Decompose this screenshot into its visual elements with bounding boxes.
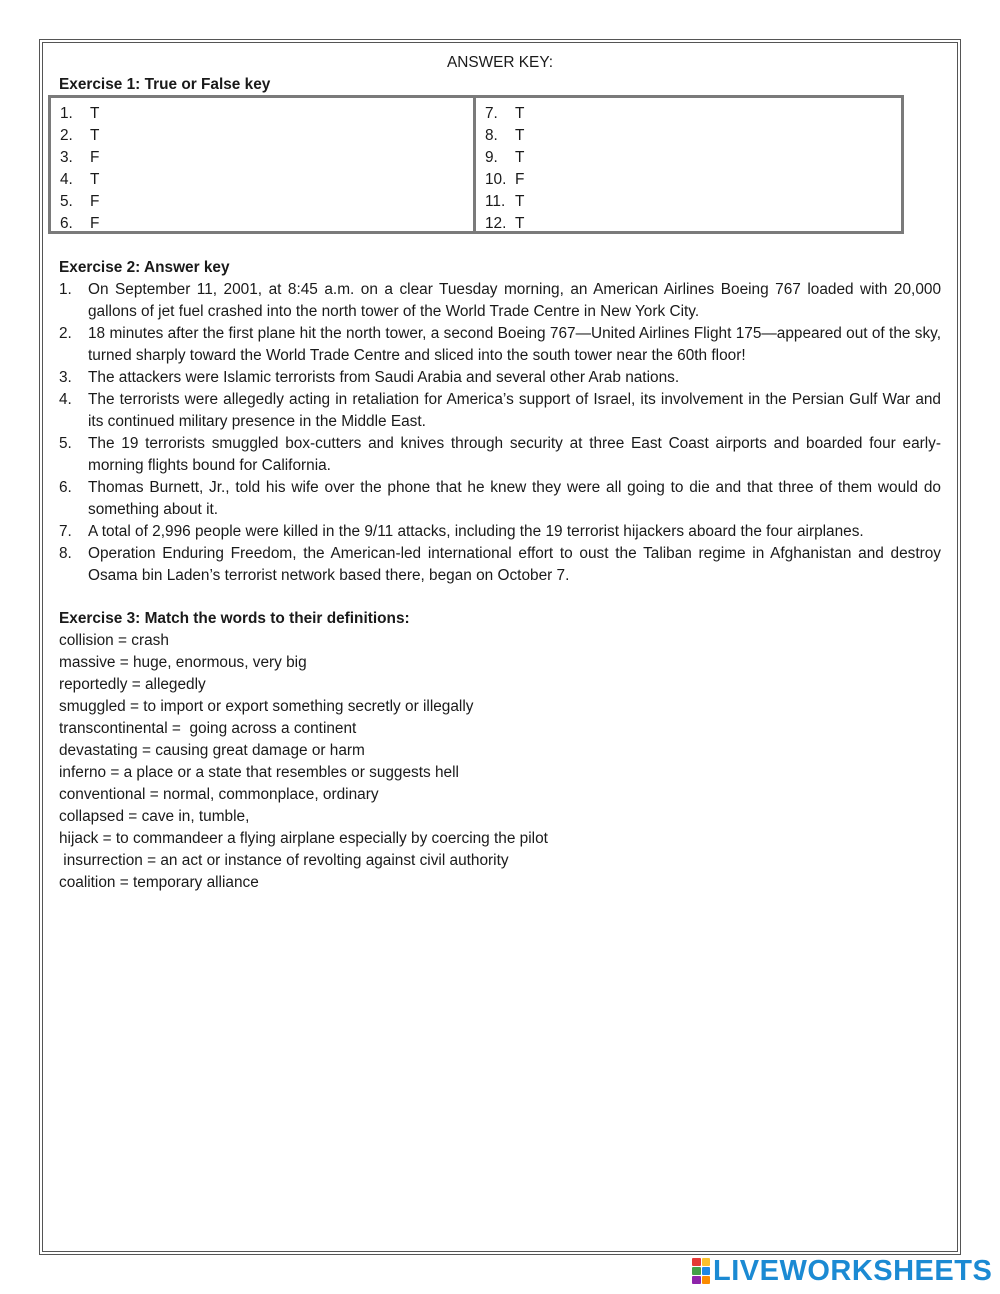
tf-number: 6. <box>60 215 73 232</box>
item-number: 3. <box>59 369 72 386</box>
logo-square <box>702 1276 711 1284</box>
tf-answer-row <box>485 103 901 125</box>
tf-column-right <box>476 98 901 231</box>
tf-number: 9. <box>485 149 498 166</box>
logo-square <box>692 1258 701 1266</box>
item-number: 5. <box>59 435 72 452</box>
tf-answer: F <box>90 215 100 232</box>
tf-number: 1. <box>60 105 73 122</box>
logo-square <box>692 1276 701 1284</box>
definition-line: transcontinental = going across a continent <box>59 720 357 737</box>
tf-answer-row <box>60 213 473 235</box>
item-number: 7. <box>59 523 72 540</box>
list-item <box>59 367 941 389</box>
definition-line: massive = huge, enormous, very big <box>59 654 307 671</box>
tf-number: 5. <box>60 193 73 210</box>
definition-line: inferno = a place or a state that resembles or suggests hell <box>59 764 459 781</box>
tf-number: 3. <box>60 149 73 166</box>
tf-answer-row <box>485 125 901 147</box>
definitions-list <box>59 630 941 894</box>
tf-answer: T <box>515 127 525 144</box>
tf-answer: T <box>90 127 100 144</box>
definition-line: reportedly = allegedly <box>59 676 206 693</box>
tf-number: 2. <box>60 127 73 144</box>
tf-answer: T <box>515 193 525 210</box>
item-text: Operation Enduring Freedom, the American-led international effort to oust the Taliban regime in Afghanistan and destroy Osama bin Laden’s terrorist network based there, began on October 7. <box>88 545 941 584</box>
logo-square <box>702 1267 711 1275</box>
exercise2-title: Exercise 2: Answer key <box>59 259 230 276</box>
definition-line: collapsed = cave in, tumble, <box>59 808 250 825</box>
tf-answer-row <box>60 125 473 147</box>
tf-answer: F <box>515 171 525 188</box>
list-item <box>59 323 941 367</box>
tf-answer-row <box>60 169 473 191</box>
tf-answer: T <box>515 105 525 122</box>
tf-answer: F <box>90 149 100 166</box>
list-item <box>59 389 941 433</box>
exercise1-title: Exercise 1: True or False key <box>59 76 271 93</box>
list-item <box>59 279 941 323</box>
definition-line: insurrection = an act or instance of revolting against civil authority <box>59 852 509 869</box>
tf-answer-row <box>485 191 901 213</box>
item-text: The terrorists were allegedly acting in retaliation for America’s support of Israel, its involvement in the Persian Gulf War and its continued military presence in the Middle East. <box>88 391 941 430</box>
tf-number: 4. <box>60 171 73 188</box>
item-text: The attackers were Islamic terrorists from Saudi Arabia and several other Arab nations. <box>88 369 680 386</box>
tf-answer: T <box>90 105 100 122</box>
tf-answer-row <box>485 147 901 169</box>
definition-line: smuggled = to import or export something secretly or illegally <box>59 698 474 715</box>
item-number: 8. <box>59 545 72 562</box>
list-item <box>59 477 941 521</box>
tf-answer: T <box>515 215 525 232</box>
tf-answer-row <box>60 103 473 125</box>
item-number: 1. <box>59 281 72 298</box>
liveworksheets-logo[interactable] <box>692 1256 992 1286</box>
tf-answer: T <box>90 171 100 188</box>
item-text: 18 minutes after the first plane hit the north tower, a second Boeing 767—United Airlines Flight 175—appeared out of the sky, turned sharply toward the World Trade Centre and sliced into the south tower near the 60th floor! <box>88 325 941 364</box>
definition-line: conventional = normal, commonplace, ordinary <box>59 786 379 803</box>
list-item <box>59 543 941 587</box>
tf-answer-row <box>485 213 901 235</box>
tf-number: 8. <box>485 127 498 144</box>
tf-number: 11. <box>485 193 506 210</box>
logo-square <box>702 1258 711 1266</box>
tf-answer-row <box>60 147 473 169</box>
item-text: The 19 terrorists smuggled box-cutters and knives through security at three East Coast airports and boarded four early-morning flights bound for California. <box>88 435 941 474</box>
tf-number: 7. <box>485 105 498 122</box>
definition-line: coalition = temporary alliance <box>59 874 259 891</box>
answer-key-title: ANSWER KEY: <box>446 54 554 71</box>
logo-square <box>692 1267 701 1275</box>
list-item <box>59 433 941 477</box>
exercise3-title: Exercise 3: Match the words to their definitions: <box>59 610 410 627</box>
definition-line: collision = crash <box>59 632 169 649</box>
definition-line: devastating = causing great damage or harm <box>59 742 365 759</box>
true-false-table <box>48 95 904 234</box>
exercise2-list <box>59 279 941 587</box>
tf-answer: F <box>90 193 100 210</box>
tf-answer-row <box>485 169 901 191</box>
item-text: On September 11, 2001, at 8:45 a.m. on a clear Tuesday morning, an American Airlines Boeing 767 loaded with 20,000 gallons of jet fuel crashed into the north tower of the World Trade Centre in New York City. <box>88 281 941 320</box>
exercise3-section <box>59 608 941 894</box>
logo-text: LIVEWORKSHEETS <box>713 1254 993 1287</box>
item-number: 6. <box>59 479 72 496</box>
item-number: 4. <box>59 391 72 408</box>
item-text: Thomas Burnett, Jr., told his wife over the phone that he knew they were all going to die and that three of them would do something about it. <box>88 479 941 518</box>
item-number: 2. <box>59 325 72 342</box>
tf-answer: T <box>515 149 525 166</box>
item-text: A total of 2,996 people were killed in the 9/11 attacks, including the 19 terrorist hijackers aboard the four airplanes. <box>88 523 864 540</box>
document-header <box>59 52 941 96</box>
tf-column-left <box>51 98 476 231</box>
tf-number: 12. <box>485 215 507 232</box>
list-item <box>59 521 941 543</box>
tf-number: 10. <box>485 171 507 188</box>
tf-answer-row <box>60 191 473 213</box>
definition-line: hijack = to commandeer a flying airplane especially by coercing the pilot <box>59 830 548 847</box>
logo-icon <box>692 1258 710 1284</box>
